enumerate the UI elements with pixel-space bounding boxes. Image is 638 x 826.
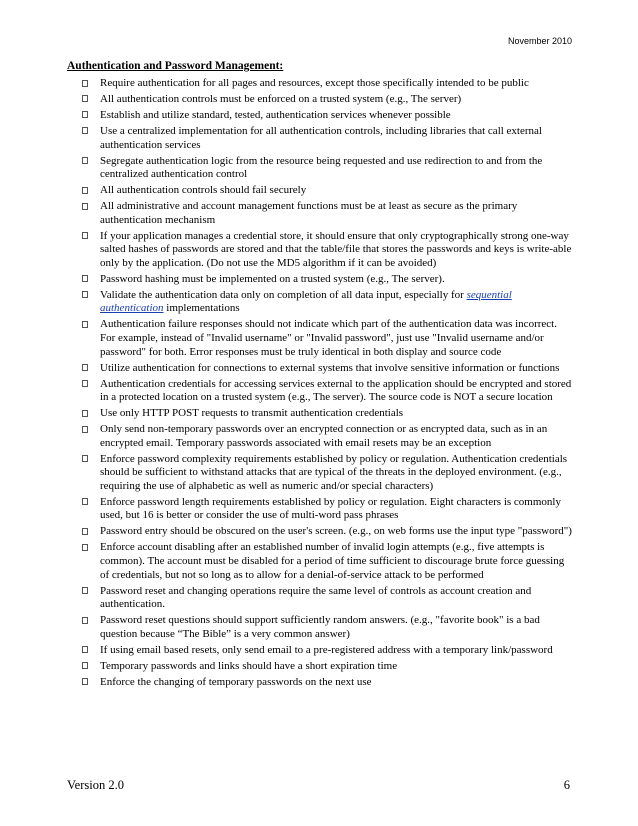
bullet-box-icon (82, 203, 88, 210)
list-item-text: Segregate authentication logic from the resource being requested and use redirection to and from the centralized authentication control (100, 154, 543, 181)
list-item (82, 585, 574, 612)
list-item (82, 273, 574, 287)
list-item (82, 125, 574, 152)
list-item (82, 109, 574, 123)
footer-page-number: 6 (563, 778, 570, 792)
list-item-text: Temporary passwords and links should have a short expiration time (100, 659, 398, 672)
bullet-box-icon (82, 364, 88, 371)
list-item (82, 378, 574, 405)
list-item (82, 77, 574, 91)
bullet-box-icon (82, 410, 88, 417)
list-item (82, 644, 574, 658)
requirements-list (82, 77, 574, 692)
list-item (82, 676, 574, 690)
list-item-text: If your application manages a credential store, it should ensure that only cryptographically strong one-way salted hashes of passwords are stored and that the table/file that stores the passwords and keys is write-able only by the application. (Do not use the MD5 algorithm if it can be avoided) (100, 229, 572, 269)
bullet-box-icon (82, 291, 88, 298)
list-item-text: Password reset and changing operations require the same level of controls as account creation and authentication. (100, 584, 532, 611)
list-item (82, 200, 574, 227)
section-title: Authentication and Password Management: (67, 60, 284, 72)
bullet-box-icon (82, 678, 88, 685)
bullet-box-icon (82, 275, 88, 282)
bullet-box-icon (82, 646, 88, 653)
list-item-text: Authentication failure responses should not indicate which part of the authentication data was incorrect. For example, instead of "Invalid username" or "Invalid password", just use "Invalid username and/or password" for both. Error responses must be truly identical in both display and source code (100, 318, 557, 358)
footer-version: Version 2.0 (67, 778, 124, 792)
bullet-box-icon (82, 111, 88, 118)
list-item-text: Require authentication for all pages and resources, except those specifically intended to be public (100, 77, 529, 89)
bullet-box-icon (82, 127, 88, 134)
bullet-box-icon (82, 157, 88, 164)
bullet-box-icon (82, 426, 88, 433)
bullet-box-icon (82, 232, 88, 239)
list-item-text: Enforce password length requirements established by policy or regulation. Eight characters is commonly used, but 16 is better or consider the use of multi-word pass phrases (100, 495, 561, 522)
bullet-box-icon (82, 80, 88, 87)
list-item (82, 407, 574, 421)
list-item-text: Utilize authentication for connections to external systems that involve sensitive information or functions (100, 361, 560, 374)
list-item-text: implementations (163, 302, 240, 315)
header-date: November 2010 (507, 36, 572, 46)
list-item (82, 362, 574, 376)
list-item-text: Authentication credentials for accessing services external to the application should be encrypted and stored in a protected location on a trusted system (e.g., The server). The source code is NOT a secure location (100, 377, 572, 404)
bullet-box-icon (82, 455, 88, 462)
list-item (82, 525, 574, 539)
bullet-box-icon (82, 95, 88, 102)
list-item-text: If using email based resets, only send email to a pre-registered address with a temporary link/password (100, 643, 553, 656)
bullet-box-icon (82, 544, 88, 551)
list-item-text: Password reset questions should support sufficiently random answers. (e.g., "favorite book" is a bad question because “The Bible” is a very common answer) (100, 614, 540, 640)
bullet-box-icon (82, 587, 88, 594)
list-item (82, 230, 574, 271)
list-item-text: Establish and utilize standard, tested, authentication services whenever possible (100, 108, 451, 121)
list-item-text: Enforce password complexity requirements established by policy or regulation. Authentication credentials should be sufficient to withstand attacks that are typical of the threats in the deployed environment. (e.g., requiring the use of alphabetic as well as numeric and/or special characters) (100, 452, 568, 492)
list-item-text: Validate the authentication data only on completion of all data input, especially for (100, 288, 467, 301)
list-item (82, 453, 574, 494)
list-item (82, 155, 574, 182)
list-item (82, 184, 574, 198)
bullet-box-icon (82, 380, 88, 387)
list-item-text: Password entry should be obscured on the user's screen. (e.g., on web forms use the input type "password") (100, 525, 572, 538)
list-item (82, 318, 574, 359)
list-item-text: All authentication controls should fail securely (100, 184, 307, 197)
list-item-text: Enforce the changing of temporary passwords on the next use (100, 675, 372, 688)
bullet-box-icon (82, 617, 88, 624)
list-item-text: All authentication controls must be enforced on a trusted system (e.g., The server) (100, 92, 462, 105)
bullet-box-icon (82, 662, 88, 669)
list-item (82, 496, 574, 523)
list-item (82, 423, 574, 450)
list-item (82, 660, 574, 674)
list-item-text: All administrative and account management functions must be at least as secure as the primary authentication mechanism (100, 200, 518, 226)
bullet-box-icon (82, 321, 88, 328)
list-item-text: Only send non-temporary passwords over an encrypted connection or as encrypted data, such as in an encrypted email. Temporary passwords associated with email resets may be an exception (100, 423, 548, 449)
list-item-text: Use only HTTP POST requests to transmit authentication credentials (100, 407, 404, 420)
bullet-box-icon (82, 528, 88, 535)
bullet-box-icon (82, 498, 88, 505)
list-item-text: Password hashing must be implemented on a trusted system (e.g., The server). (100, 272, 445, 285)
list-item (82, 93, 574, 107)
list-item-text: Enforce account disabling after an established number of invalid login attempts (e.g., five attempts is common). The account must be disabled for a period of time sufficient to discourage brute force guessing of credentials, but not so long as to allow for a denial-of-service attack to be performed (100, 541, 565, 581)
list-item (82, 614, 574, 641)
list-item-text: Use a centralized implementation for all authentication controls, including libraries that call external authentication services (100, 124, 542, 151)
list-item (82, 289, 574, 316)
list-item (82, 541, 574, 582)
sequential-authentication-link[interactable]: sequential authentication (100, 288, 512, 315)
bullet-box-icon (82, 187, 88, 194)
